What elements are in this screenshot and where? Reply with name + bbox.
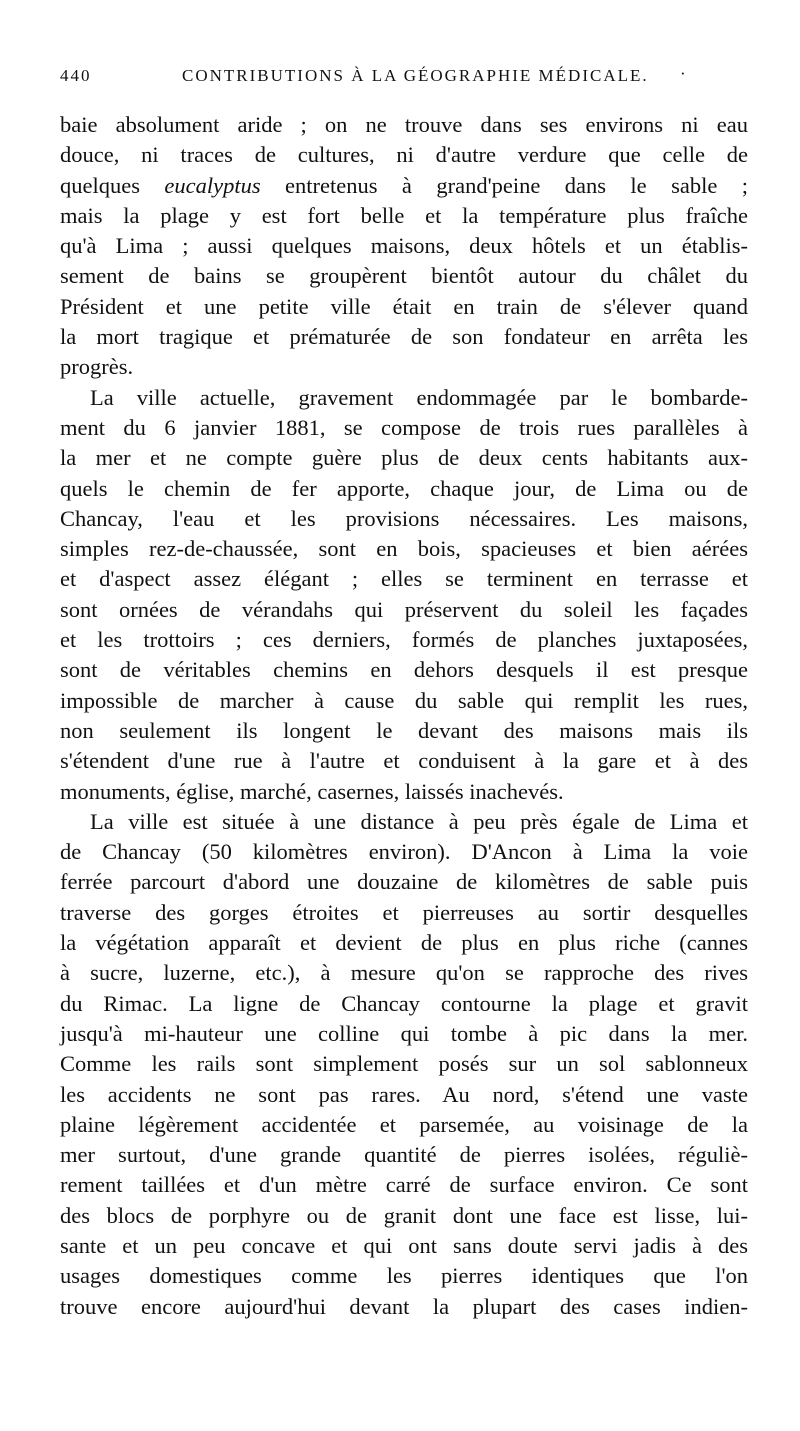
text-line [60,352,748,382]
text-line [60,564,748,594]
line-text: sont ornées de vérandahs qui préservent du soleil les façades [60,596,748,622]
text-line [60,1140,748,1170]
line-text: la mort tragique et prématurée de son fondateur en arrêta les [60,324,748,350]
running-title: CONTRIBUTIONS À LA GÉOGRAPHIE MÉDICALE. [182,66,649,85]
line-text: non seulement ils longent le devant des maisons mais ils [60,717,748,743]
running-head [60,66,740,94]
line-text: et d'aspect assez élégant ; elles se terminent en terrasse et [60,566,748,592]
text-line [60,1170,748,1200]
text-line [60,595,748,625]
text-line [60,534,748,564]
text-line [60,837,748,867]
text-line [60,261,748,291]
line-text: sement de bains se groupèrent bientôt autour du châlet du [60,263,748,289]
line-text: quelques [60,172,165,198]
line-text: Chancay, l'eau et les provisions nécessaires. Les maisons, [60,505,748,531]
line-text: simples rez-de-chaussée, sont en bois, spacieuses et bien aérées [60,536,748,562]
line-text: de Chancay (50 kilomètres environ). D'Ancon à Lima la voie [60,839,748,865]
text-line [60,171,748,201]
page-number: 440 [60,66,92,85]
line-text: monuments, église, marché, casernes, laissés inachevés. [60,778,564,804]
line-text: usages domestiques comme les pierres identiques que l'on [60,1263,748,1289]
text-line [60,1110,748,1140]
line-text: entretenus à grand'peine dans le sable ; [260,172,748,198]
line-text: ment du 6 janvier 1881, se compose de trois rues parallèles à [60,414,748,440]
text-line [60,383,748,413]
line-text: quels le chemin de fer apporte, chaque jour, de Lima ou de [60,475,748,501]
text-line [60,1201,748,1231]
text-line [60,322,748,352]
text-line [60,292,748,322]
line-text: jusqu'à mi-hauteur une colline qui tombe à pic dans la mer. [60,1020,748,1046]
text-line [60,1231,748,1261]
text-line [60,140,748,170]
text-line [60,898,748,928]
text-line [60,746,748,776]
text-line [60,686,748,716]
italic-term: eucalyptus [164,172,261,198]
line-text: du Rimac. La ligne de Chancay contourne la plage et gravit [60,990,748,1016]
line-text: mais la plage y est fort belle et la température plus fraîche [60,202,748,228]
line-text: mer surtout, d'une grande quantité de pierres isolées, réguliè- [60,1142,748,1168]
text-line [60,474,748,504]
body-text [60,110,748,1322]
line-text: la végétation apparaît et devient de plus en plus riche (cannes [60,930,748,956]
text-line [60,231,748,261]
text-line [60,201,748,231]
text-line [60,1049,748,1079]
line-text: Président et une petite ville était en train de s'élever quand [60,293,748,319]
line-text: baie absolument aride ; on ne trouve dans ses environs ni eau [60,112,748,137]
line-text: les accidents ne sont pas rares. Au nord, s'étend une vaste [60,1081,748,1107]
line-text: et les trottoirs ; ces derniers, formés de planches juxtaposées, [60,627,748,653]
line-text: ferrée parcourt d'abord une douzaine de kilomètres de sable puis [60,869,748,895]
text-line [60,1080,748,1110]
line-text: des blocs de porphyre ou de granit dont une face est lisse, lui- [60,1202,748,1228]
line-text: à sucre, luzerne, etc.), à mesure qu'on se rapproche des rives [60,960,748,986]
line-text: impossible de marcher à cause du sable qui remplit les rues, [60,687,748,713]
text-line [60,958,748,988]
line-text: trouve encore aujourd'hui devant la plupart des cases indien- [60,1293,748,1319]
text-line [60,989,748,1019]
text-line [60,1292,748,1322]
line-text: rement taillées et d'un mètre carré de surface environ. Ce sont [60,1172,748,1198]
line-text: qu'à Lima ; aussi quelques maisons, deux hôtels et un établis- [60,233,748,259]
line-text: douce, ni traces de cultures, ni d'autre verdure que celle de [60,142,748,168]
text-line [60,1019,748,1049]
text-line [60,110,748,140]
line-text: progrès. [60,354,134,380]
line-text: plaine légèrement accidentée et parsemée, au voisinage de la [60,1111,748,1137]
line-text: La ville est située à une distance à peu près égale de Lima et [90,808,748,834]
text-line [60,443,748,473]
text-line [60,928,748,958]
text-line [60,1261,748,1291]
line-text: Comme les rails sont simplement posés sur un sol sablonneux [60,1051,748,1077]
line-text: sante et un peu concave et qui ont sans doute servi jadis à des [60,1232,748,1258]
line-text: traverse des gorges étroites et pierreuses au sortir desquelles [60,899,748,925]
line-text: s'étendent d'une rue à l'autre et conduisent à la gare et à des [60,748,748,774]
text-line [60,504,748,534]
margin-dot: · [680,64,688,83]
line-text: La ville actuelle, gravement endommagée par le bombarde- [90,384,748,410]
line-text: la mer et ne compte guère plus de deux cents habitants aux- [60,445,748,471]
text-line [60,655,748,685]
line-text: sont de véritables chemins en dehors desquels il est presque [60,657,748,683]
text-line [60,625,748,655]
text-line [60,867,748,897]
text-line [60,807,748,837]
text-line [60,716,748,746]
text-line [60,413,748,443]
text-line [60,777,748,807]
